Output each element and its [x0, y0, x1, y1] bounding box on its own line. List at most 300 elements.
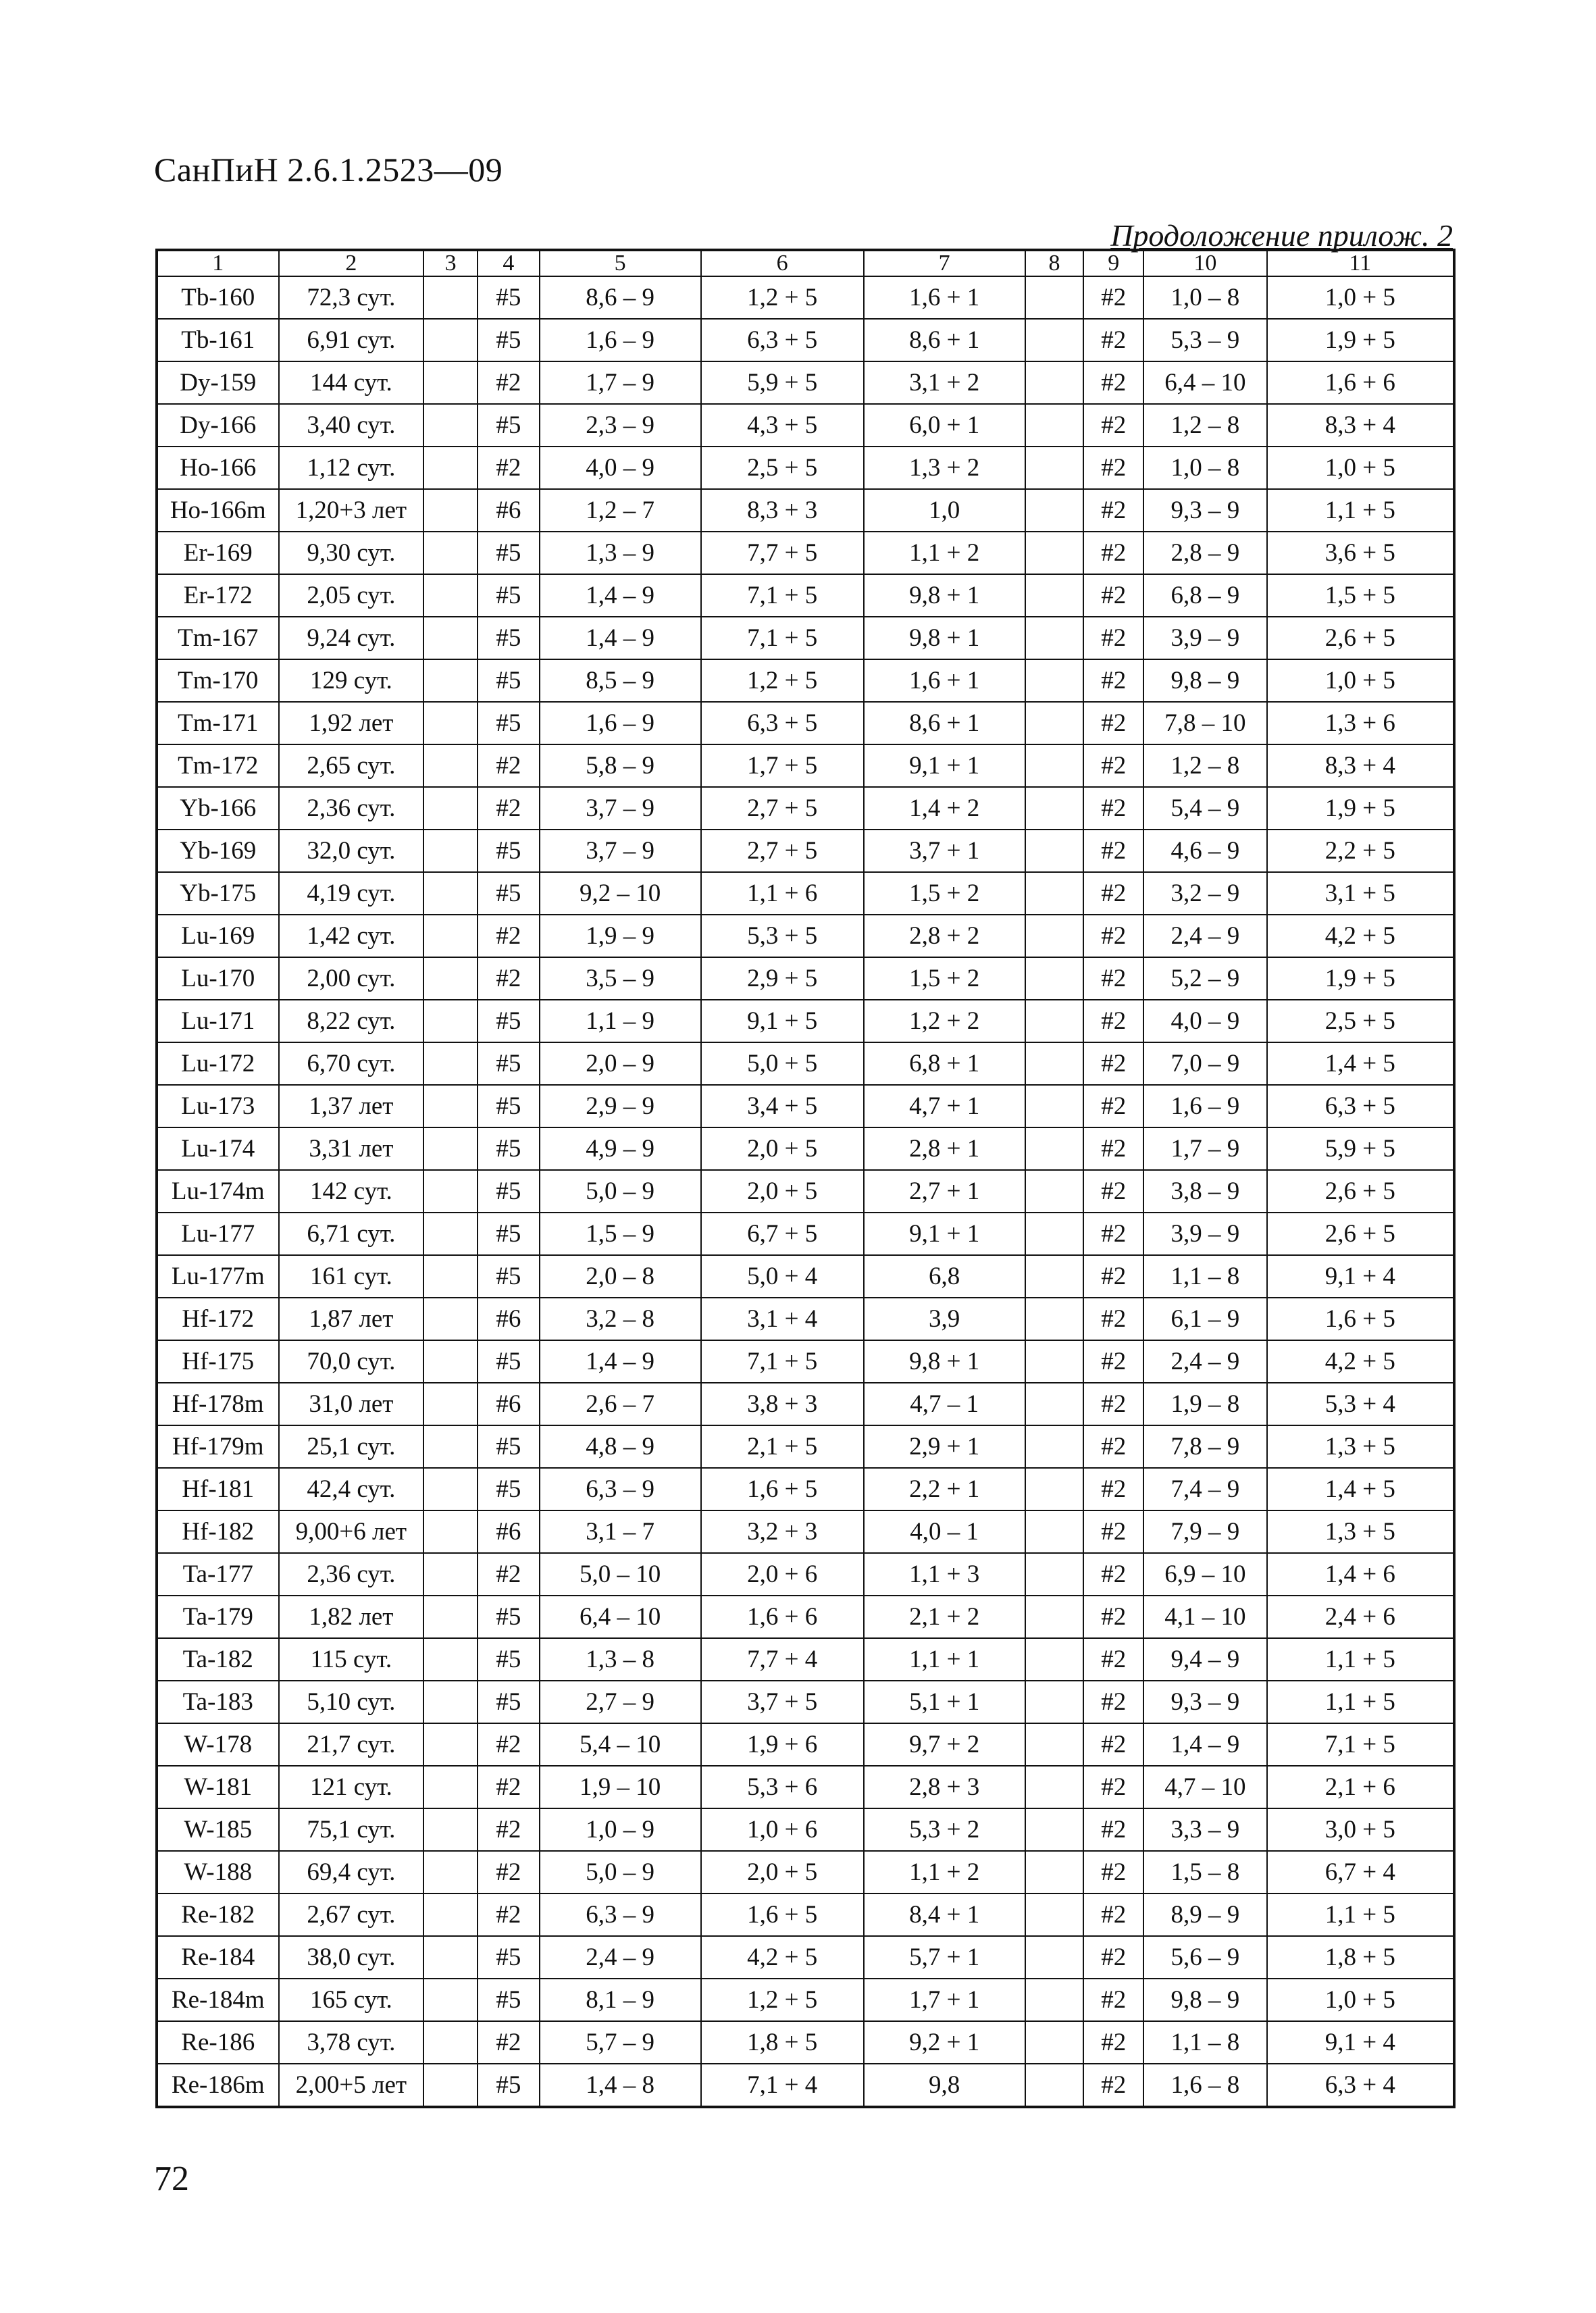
page-number: 72: [154, 2160, 189, 2198]
table-cell: Lu-177: [157, 1213, 279, 1255]
table-row: [157, 404, 1454, 447]
column-header: 8: [1025, 250, 1084, 276]
table-cell: #2: [1083, 617, 1143, 659]
table-cell: 6,3 – 9: [540, 1893, 701, 1936]
table-cell: 6,8: [864, 1255, 1025, 1298]
table-row: [157, 1936, 1454, 1979]
table-cell: 5,0 – 9: [540, 1851, 701, 1893]
table-cell: 9,8 + 1: [864, 1340, 1025, 1383]
table-cell: 1,6 – 9: [540, 319, 701, 361]
table-row: [157, 361, 1454, 404]
table-cell: #2: [478, 447, 540, 489]
table-cell: 7,8 – 10: [1143, 702, 1267, 744]
table-cell: 3,8 – 9: [1143, 1170, 1267, 1213]
table-cell: [423, 1979, 478, 2021]
table-cell: [1025, 489, 1084, 532]
table-cell: 9,7 + 2: [864, 1723, 1025, 1766]
table-cell: 2,7 + 1: [864, 1170, 1025, 1213]
table-cell: #2: [1083, 1510, 1143, 1553]
table-cell: 2,1 + 6: [1267, 1766, 1454, 1808]
table-cell: #5: [478, 830, 540, 872]
table-cell: #5: [478, 2064, 540, 2107]
table-cell: 7,1 + 5: [701, 1340, 864, 1383]
table-cell: #5: [478, 702, 540, 744]
table-cell: 75,1 сут.: [279, 1808, 424, 1851]
table-cell: #2: [478, 1723, 540, 1766]
table-cell: #2: [1083, 787, 1143, 830]
table-cell: 1,6 + 5: [701, 1893, 864, 1936]
table-cell: 2,3 – 9: [540, 404, 701, 447]
table-cell: 5,3 + 5: [701, 915, 864, 957]
table-cell: #2: [1083, 872, 1143, 915]
table-cell: [423, 1638, 478, 1681]
table-cell: Lu-171: [157, 1000, 279, 1042]
table-cell: 3,7 – 9: [540, 787, 701, 830]
table-cell: 1,7 – 9: [540, 361, 701, 404]
table-cell: #2: [1083, 1042, 1143, 1085]
table-cell: Tb-161: [157, 319, 279, 361]
table-cell: 6,70 сут.: [279, 1042, 424, 1085]
table-cell: 5,10 сут.: [279, 1681, 424, 1723]
table-row: [157, 2021, 1454, 2064]
table-cell: 1,0: [864, 489, 1025, 532]
table-cell: [1025, 957, 1084, 1000]
table-cell: #2: [1083, 1808, 1143, 1851]
table-cell: 7,4 – 9: [1143, 1468, 1267, 1510]
table-cell: 9,3 – 9: [1143, 489, 1267, 532]
table-cell: [423, 532, 478, 574]
table-cell: 42,4 сут.: [279, 1468, 424, 1510]
table-row: [157, 1042, 1454, 1085]
table-cell: #2: [478, 1553, 540, 1596]
table-row: [157, 489, 1454, 532]
table-cell: 9,8 + 1: [864, 574, 1025, 617]
table-cell: #2: [1083, 702, 1143, 744]
table-cell: 1,1 + 5: [1267, 1681, 1454, 1723]
table-cell: 70,0 сут.: [279, 1340, 424, 1383]
table-cell: 2,6 + 5: [1267, 617, 1454, 659]
table-cell: 1,1 + 5: [1267, 489, 1454, 532]
table-cell: 4,2 + 5: [1267, 915, 1454, 957]
table-cell: 1,0 + 5: [1267, 659, 1454, 702]
table-cell: [1025, 2021, 1084, 2064]
table-cell: 129 сут.: [279, 659, 424, 702]
table-cell: [1025, 1723, 1084, 1766]
table-cell: Hf-175: [157, 1340, 279, 1383]
column-header: 1: [157, 250, 279, 276]
table-cell: 2,5 + 5: [701, 447, 864, 489]
table-cell: 2,6 – 7: [540, 1383, 701, 1425]
table-cell: #2: [478, 915, 540, 957]
table-cell: 4,9 – 9: [540, 1127, 701, 1170]
table-cell: 2,0 + 5: [701, 1170, 864, 1213]
table-cell: #2: [1083, 1936, 1143, 1979]
table-cell: 6,9 – 10: [1143, 1553, 1267, 1596]
table-cell: [423, 872, 478, 915]
table-cell: [423, 1127, 478, 1170]
table-cell: #5: [478, 1468, 540, 1510]
table-cell: 5,8 – 9: [540, 744, 701, 787]
table-cell: 142 сут.: [279, 1170, 424, 1213]
table-cell: 3,7 – 9: [540, 830, 701, 872]
table-cell: #5: [478, 872, 540, 915]
table-cell: 5,4 – 10: [540, 1723, 701, 1766]
table-row: [157, 1723, 1454, 1766]
table-cell: 1,4 + 5: [1267, 1468, 1454, 1510]
table-row: [157, 1085, 1454, 1127]
table-cell: 3,40 сут.: [279, 404, 424, 447]
table-cell: Lu-170: [157, 957, 279, 1000]
table-cell: 8,22 сут.: [279, 1000, 424, 1042]
table-cell: 1,20+3 лет: [279, 489, 424, 532]
table-cell: Tm-170: [157, 659, 279, 702]
table-cell: 5,7 + 1: [864, 1936, 1025, 1979]
table-cell: 8,6 + 1: [864, 319, 1025, 361]
table-cell: 7,7 + 5: [701, 532, 864, 574]
table-cell: 2,1 + 5: [701, 1425, 864, 1468]
table-cell: #5: [478, 1596, 540, 1638]
table-cell: 3,31 лет: [279, 1127, 424, 1170]
table-cell: Ho-166m: [157, 489, 279, 532]
table-cell: 1,4 – 8: [540, 2064, 701, 2107]
table-cell: [423, 1893, 478, 1936]
table-cell: [423, 2021, 478, 2064]
table-cell: Ho-166: [157, 447, 279, 489]
table-cell: [1025, 702, 1084, 744]
table-cell: 3,1 + 2: [864, 361, 1025, 404]
table-cell: [1025, 617, 1084, 659]
table-cell: Lu-169: [157, 915, 279, 957]
table-cell: #5: [478, 1085, 540, 1127]
table-cell: #5: [478, 659, 540, 702]
table-cell: 3,5 – 9: [540, 957, 701, 1000]
table-cell: 2,8 – 9: [1143, 532, 1267, 574]
table-cell: 3,6 + 5: [1267, 532, 1454, 574]
table-row: [157, 1510, 1454, 1553]
table-cell: #2: [1083, 361, 1143, 404]
table-cell: 5,3 + 4: [1267, 1383, 1454, 1425]
table-cell: Er-169: [157, 532, 279, 574]
table-cell: Lu-173: [157, 1085, 279, 1127]
table-cell: 115 сут.: [279, 1638, 424, 1681]
table-cell: 8,1 – 9: [540, 1979, 701, 2021]
table-cell: [1025, 787, 1084, 830]
table-cell: 1,0 – 8: [1143, 447, 1267, 489]
table-cell: 3,8 + 3: [701, 1383, 864, 1425]
table-cell: [1025, 1766, 1084, 1808]
column-header: 2: [279, 250, 424, 276]
table-cell: 4,0 – 9: [540, 447, 701, 489]
table-cell: [1025, 1000, 1084, 1042]
table-row: [157, 1681, 1454, 1723]
table-cell: 1,12 сут.: [279, 447, 424, 489]
table-cell: 3,7 + 5: [701, 1681, 864, 1723]
table-cell: #2: [1083, 1681, 1143, 1723]
table-cell: #5: [478, 1255, 540, 1298]
table-cell: 1,1 + 1: [864, 1638, 1025, 1681]
table-row: [157, 1340, 1454, 1383]
table-cell: Lu-172: [157, 1042, 279, 1085]
table-cell: 9,2 – 10: [540, 872, 701, 915]
table-cell: 8,6 + 1: [864, 702, 1025, 744]
table-row: [157, 659, 1454, 702]
table-cell: Tm-167: [157, 617, 279, 659]
column-header: 7: [864, 250, 1025, 276]
table-cell: [1025, 872, 1084, 915]
table-cell: 7,1 + 5: [701, 574, 864, 617]
table-cell: 5,2 – 9: [1143, 957, 1267, 1000]
table-cell: 4,2 + 5: [701, 1936, 864, 1979]
table-cell: Hf-178m: [157, 1383, 279, 1425]
table-cell: #2: [1083, 1893, 1143, 1936]
table-row: [157, 1808, 1454, 1851]
table-row: [157, 915, 1454, 957]
table-cell: #2: [1083, 1723, 1143, 1766]
table-cell: #2: [1083, 1425, 1143, 1468]
table-cell: Hf-172: [157, 1298, 279, 1340]
table-cell: 4,0 – 9: [1143, 1000, 1267, 1042]
table-cell: 9,3 – 9: [1143, 1681, 1267, 1723]
table-cell: 2,6 + 5: [1267, 1170, 1454, 1213]
table-cell: [423, 617, 478, 659]
table-cell: [1025, 276, 1084, 319]
table-cell: #2: [1083, 744, 1143, 787]
table-cell: 1,9 + 6: [701, 1723, 864, 1766]
table-cell: [423, 1042, 478, 1085]
table-cell: 1,4 + 5: [1267, 1042, 1454, 1085]
table-cell: 1,1 – 8: [1143, 2021, 1267, 2064]
table-row: [157, 574, 1454, 617]
table-cell: 2,5 + 5: [1267, 1000, 1454, 1042]
table-cell: 5,9 + 5: [701, 361, 864, 404]
table-cell: [1025, 361, 1084, 404]
table-cell: Hf-181: [157, 1468, 279, 1510]
table-cell: 165 сут.: [279, 1979, 424, 2021]
table-cell: 1,1 + 2: [864, 1851, 1025, 1893]
table-cell: 8,3 + 3: [701, 489, 864, 532]
table-cell: 6,91 сут.: [279, 319, 424, 361]
table-row: [157, 787, 1454, 830]
table-cell: Tm-172: [157, 744, 279, 787]
table-cell: 1,3 – 9: [540, 532, 701, 574]
table-cell: #2: [1083, 1383, 1143, 1425]
table-cell: 6,7 + 4: [1267, 1851, 1454, 1893]
table-cell: 1,7 + 5: [701, 744, 864, 787]
table-cell: [1025, 1085, 1084, 1127]
table-cell: 2,05 сут.: [279, 574, 424, 617]
table-cell: 5,0 – 10: [540, 1553, 701, 1596]
table-cell: 2,36 сут.: [279, 787, 424, 830]
table-cell: #2: [1083, 1468, 1143, 1510]
table-cell: [1025, 574, 1084, 617]
table-cell: #2: [1083, 2064, 1143, 2107]
table-cell: 2,8 + 3: [864, 1766, 1025, 1808]
table-cell: 5,7 – 9: [540, 2021, 701, 2064]
table-cell: 6,71 сут.: [279, 1213, 424, 1255]
table-cell: 1,3 + 2: [864, 447, 1025, 489]
table-cell: 3,9: [864, 1298, 1025, 1340]
table-cell: [423, 319, 478, 361]
table-cell: #2: [1083, 1340, 1143, 1383]
table-cell: 1,3 + 6: [1267, 702, 1454, 744]
table-cell: 2,7 + 5: [701, 787, 864, 830]
table-cell: 9,8 – 9: [1143, 1979, 1267, 2021]
table-cell: 3,2 – 9: [1143, 872, 1267, 915]
table-cell: [423, 574, 478, 617]
table-cell: [1025, 1893, 1084, 1936]
table-cell: #2: [1083, 1596, 1143, 1638]
table-cell: [423, 1298, 478, 1340]
table-cell: 6,3 + 5: [1267, 1085, 1454, 1127]
table-cell: Dy-166: [157, 404, 279, 447]
table-cell: #5: [478, 1213, 540, 1255]
table-cell: 5,6 – 9: [1143, 1936, 1267, 1979]
table-cell: #2: [478, 1893, 540, 1936]
table-cell: 3,1 + 4: [701, 1298, 864, 1340]
table-cell: 6,1 – 9: [1143, 1298, 1267, 1340]
table-cell: 1,4 + 6: [1267, 1553, 1454, 1596]
table-cell: 31,0 лет: [279, 1383, 424, 1425]
table-cell: 2,9 – 9: [540, 1085, 701, 1127]
table-row: [157, 1468, 1454, 1510]
table-cell: 1,6 + 6: [701, 1596, 864, 1638]
table-cell: Re-186m: [157, 2064, 279, 2107]
table-cell: 4,1 – 10: [1143, 1596, 1267, 1638]
table-cell: 6,3 + 5: [701, 702, 864, 744]
table-cell: 2,00 сут.: [279, 957, 424, 1000]
table-cell: [1025, 744, 1084, 787]
table-row: [157, 830, 1454, 872]
table-row: [157, 617, 1454, 659]
document-header: СанПиН 2.6.1.2523—09: [154, 151, 503, 188]
table-cell: 1,1 + 5: [1267, 1893, 1454, 1936]
table-cell: 2,0 + 5: [701, 1851, 864, 1893]
table-row: [157, 744, 1454, 787]
table-cell: #5: [478, 1042, 540, 1085]
table-cell: 1,2 + 5: [701, 659, 864, 702]
table-cell: [1025, 830, 1084, 872]
table-cell: [1025, 1468, 1084, 1510]
table-cell: 1,4 – 9: [1143, 1723, 1267, 1766]
table-cell: [1025, 319, 1084, 361]
table-cell: 1,6 + 5: [1267, 1298, 1454, 1340]
table-cell: [423, 276, 478, 319]
table-cell: 2,65 сут.: [279, 744, 424, 787]
table-cell: 3,2 + 3: [701, 1510, 864, 1553]
table-cell: 5,3 + 6: [701, 1766, 864, 1808]
table-cell: #2: [1083, 2021, 1143, 2064]
table-cell: [423, 915, 478, 957]
table-cell: [1025, 1383, 1084, 1425]
table-cell: 1,37 лет: [279, 1085, 424, 1127]
table-cell: 9,8 – 9: [1143, 659, 1267, 702]
table-cell: 1,9 – 10: [540, 1766, 701, 1808]
table-cell: [1025, 1340, 1084, 1383]
table-cell: [1025, 2064, 1084, 2107]
table-cell: Ta-177: [157, 1553, 279, 1596]
table-cell: 1,1 + 3: [864, 1553, 1025, 1596]
table-cell: 72,3 сут.: [279, 276, 424, 319]
table-cell: [1025, 1596, 1084, 1638]
continuation-label: Продоложение прилож. 2: [1110, 218, 1453, 253]
table-cell: 8,5 – 9: [540, 659, 701, 702]
table-cell: 1,2 + 5: [701, 1979, 864, 2021]
table-cell: 32,0 сут.: [279, 830, 424, 872]
table-cell: 1,6 + 1: [864, 659, 1025, 702]
table-cell: 5,4 – 9: [1143, 787, 1267, 830]
table-cell: 8,3 + 4: [1267, 404, 1454, 447]
table-cell: #2: [1083, 1127, 1143, 1170]
table-cell: 6,0 + 1: [864, 404, 1025, 447]
table-cell: 3,0 + 5: [1267, 1808, 1454, 1851]
table-cell: Yb-175: [157, 872, 279, 915]
table-cell: 4,2 + 5: [1267, 1340, 1454, 1383]
table-cell: 2,4 – 9: [1143, 915, 1267, 957]
table-cell: [1025, 659, 1084, 702]
table-cell: 1,2 + 5: [701, 276, 864, 319]
table-cell: 1,7 – 9: [1143, 1127, 1267, 1170]
table-cell: 1,1 – 8: [1143, 1255, 1267, 1298]
table-cell: #5: [478, 319, 540, 361]
table-cell: 9,4 – 9: [1143, 1638, 1267, 1681]
table-cell: [423, 1085, 478, 1127]
table-cell: 2,8 + 1: [864, 1127, 1025, 1170]
table-cell: [423, 1383, 478, 1425]
table-cell: #2: [1083, 532, 1143, 574]
table-cell: 9,1 + 4: [1267, 2021, 1454, 2064]
table-cell: 7,1 + 5: [1267, 1723, 1454, 1766]
table-cell: W-188: [157, 1851, 279, 1893]
table-cell: 9,1 + 1: [864, 1213, 1025, 1255]
table-cell: [423, 1553, 478, 1596]
table-cell: 25,1 сут.: [279, 1425, 424, 1468]
table-cell: Yb-166: [157, 787, 279, 830]
table-cell: [423, 830, 478, 872]
table-row: [157, 319, 1454, 361]
table-cell: [1025, 915, 1084, 957]
table-cell: 2,7 + 5: [701, 830, 864, 872]
table-cell: [1025, 1425, 1084, 1468]
table-row: [157, 1383, 1454, 1425]
table-cell: 7,0 – 9: [1143, 1042, 1267, 1085]
table-cell: 4,3 + 5: [701, 404, 864, 447]
table-cell: 1,7 + 1: [864, 1979, 1025, 2021]
table-cell: #2: [1083, 404, 1143, 447]
table-row: [157, 1893, 1454, 1936]
table-cell: [1025, 404, 1084, 447]
table-cell: 4,19 сут.: [279, 872, 424, 915]
table-cell: #5: [478, 574, 540, 617]
table-cell: 9,30 сут.: [279, 532, 424, 574]
table-cell: Hf-179m: [157, 1425, 279, 1468]
table-cell: [1025, 1255, 1084, 1298]
table-cell: [1025, 1170, 1084, 1213]
table-cell: #5: [478, 276, 540, 319]
table-cell: 1,9 + 5: [1267, 787, 1454, 830]
table-cell: 1,4 – 9: [540, 617, 701, 659]
table-cell: 1,4 – 9: [540, 574, 701, 617]
table-cell: 1,8 + 5: [1267, 1936, 1454, 1979]
table-cell: 3,7 + 1: [864, 830, 1025, 872]
table-cell: 1,0 + 5: [1267, 276, 1454, 319]
table-cell: 2,0 – 9: [540, 1042, 701, 1085]
table-cell: 1,42 сут.: [279, 915, 424, 957]
table-cell: [1025, 1681, 1084, 1723]
table-cell: 3,9 – 9: [1143, 1213, 1267, 1255]
table-cell: #2: [478, 361, 540, 404]
table-cell: 38,0 сут.: [279, 1936, 424, 1979]
table-cell: #2: [1083, 915, 1143, 957]
